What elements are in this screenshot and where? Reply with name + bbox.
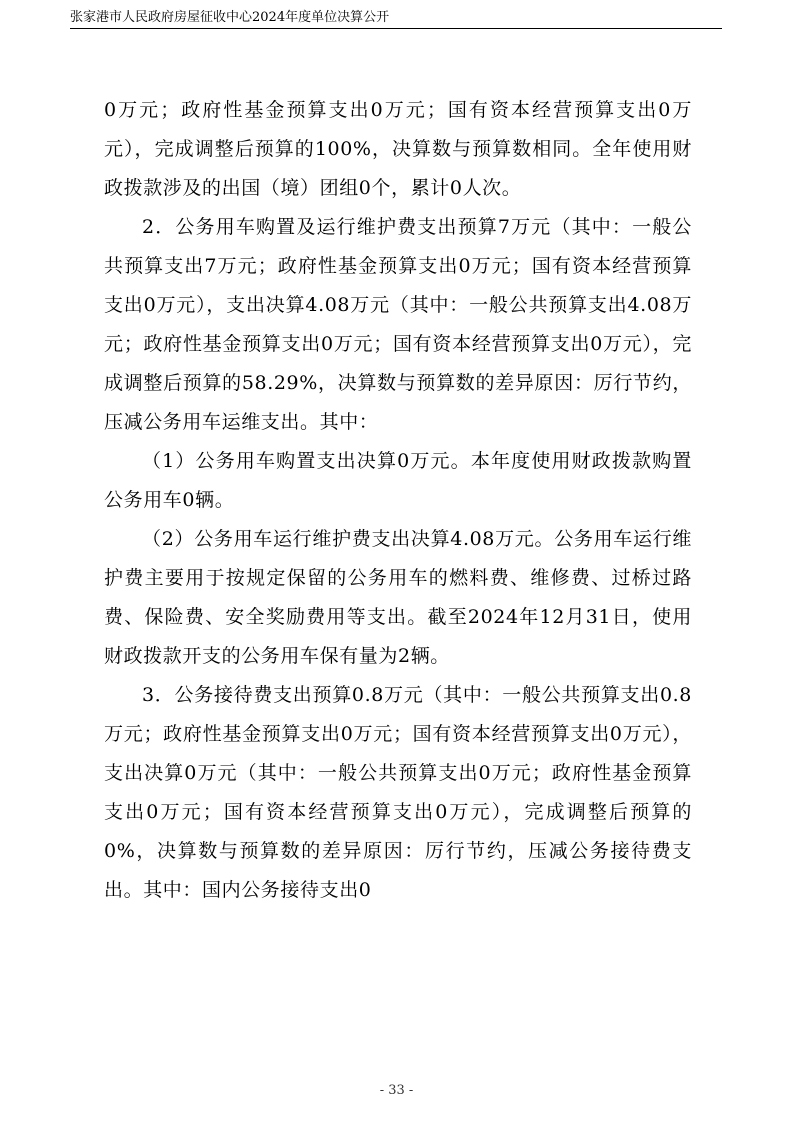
page-header-title: 张家港市人民政府房屋征收中心2024年度单位决算公开 — [70, 10, 390, 25]
paragraph-reception-expense: 3．公务接待费支出预算0.8万元（其中：一般公共预算支出0.8万元；政府性基金预算支出0万元；国有资本经营预算支出0万元），支出决算0万元（其中：一般公共预算支出0万元；政府性基金预算支出0万元；国有资本经营预算支出0万元），完成调整后预算的0%，决算数与预算数的差异原因：厉行节约，压减公务接待费支出。其中：国内公务接待支出0 — [104, 684, 692, 901]
page-number: - 33 - — [379, 1083, 414, 1098]
paragraph-continuation: 0万元；政府性基金预算支出0万元；国有资本经营预算支出0万元），完成调整后预算的100%，决算数与预算数相同。全年使用财政拨款涉及的出国（境）团组0个，累计0人次。 — [104, 99, 692, 199]
paragraph-vehicle-purchase: （1）公务用车购置支出决算0万元。本年度使用财政拨款购置公务用车0辆。 — [104, 450, 692, 511]
header-divider — [70, 28, 722, 29]
paragraph-vehicle-expense: 2．公务用车购置及运行维护费支出预算7万元（其中：一般公共预算支出7万元；政府性基金预算支出0万元；国有资本经营预算支出0万元），支出决算4.08万元（其中：一般公共预算支出4.08万元；政府性基金预算支出0万元；国有资本经营预算支出0万元），完成调整后预算的58.29%，决算数与预算数的差异原因：厉行节约，压减公务用车运维支出。其中： — [104, 216, 692, 433]
document-body — [104, 91, 692, 910]
paragraph-vehicle-maintenance: （2）公务用车运行维护费支出决算4.08万元。公务用车运行维护费主要用于按规定保留的公务用车的燃料费、维修费、过桥过路费、保险费、安全奖励费用等支出。截至2024年12月31日，使用财政拨款开支的公务用车保有量为2辆。 — [104, 528, 692, 667]
